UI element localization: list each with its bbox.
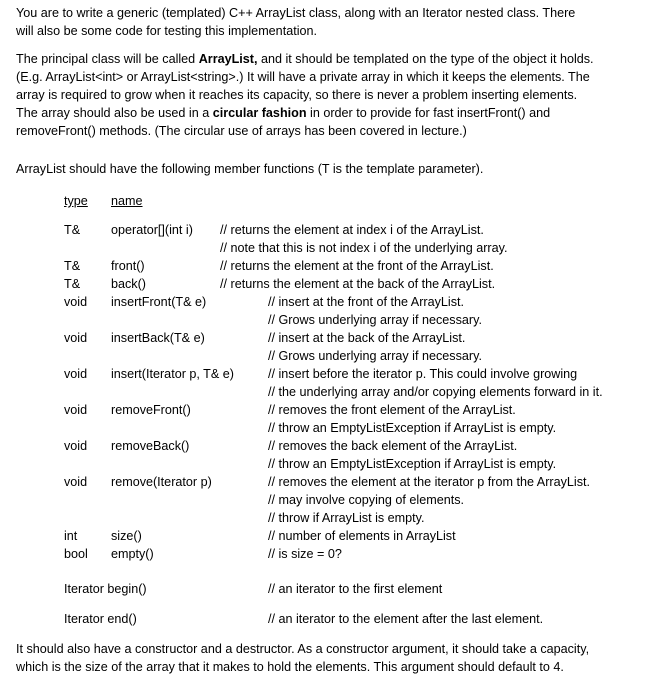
member-type: void bbox=[64, 403, 88, 417]
member-comment: // returns the element at the front of the ArrayList. bbox=[220, 259, 494, 273]
member-name: insertBack(T& e) bbox=[111, 331, 205, 345]
intro-line: You are to write a generic (templated) C++ ArrayList class, along with an Iterator nested class. There bbox=[16, 6, 576, 20]
members-intro: ArrayList should have the following member functions (T is the template parameter). bbox=[16, 162, 484, 176]
principal-line: The principal class will be called ArrayList, and it should be templated on the type of the object it holds. bbox=[16, 52, 594, 66]
member-comment: // Grows underlying array if necessary. bbox=[268, 313, 482, 327]
member-comment: // returns the element at the back of the ArrayList. bbox=[220, 277, 496, 291]
member-type: T& bbox=[64, 277, 81, 291]
intro-line: will also be some code for testing this implementation. bbox=[16, 24, 317, 38]
member-comment: // may involve copying of elements. bbox=[268, 493, 464, 507]
member-name: front() bbox=[111, 259, 145, 273]
member-type: void bbox=[64, 331, 88, 345]
member-name: insertFront(T& e) bbox=[111, 295, 207, 309]
member-comment: // note that this is not index i of the underlying array. bbox=[220, 241, 508, 255]
member-type: T& bbox=[64, 223, 81, 237]
member-comment: // insert at the back of the ArrayList. bbox=[268, 331, 466, 345]
member-name: back() bbox=[111, 277, 146, 291]
member-type: bool bbox=[64, 547, 88, 561]
iterator-comment: // an iterator to the element after the last element. bbox=[268, 612, 544, 626]
principal-line: array is required to grow when it reaches its capacity, so there is never a problem inserting elements. bbox=[16, 88, 578, 102]
member-comment: // is size = 0? bbox=[268, 547, 342, 561]
member-comment: // Grows underlying array if necessary. bbox=[268, 349, 482, 363]
principal-line: removeFront() methods. (The circular use of arrays has been covered in lecture.) bbox=[16, 124, 467, 138]
member-type: void bbox=[64, 367, 88, 381]
header-type: type bbox=[64, 194, 88, 208]
member-name: removeBack() bbox=[111, 439, 190, 453]
member-name: remove(Iterator p) bbox=[111, 475, 212, 489]
member-type: void bbox=[64, 475, 88, 489]
intro-paragraph bbox=[16, 4, 661, 40]
member-comment: // throw if ArrayList is empty. bbox=[268, 511, 425, 525]
closing-paragraph bbox=[16, 640, 661, 676]
member-name: empty() bbox=[111, 547, 154, 561]
member-comment: // removes the front element of the ArrayList. bbox=[268, 403, 516, 417]
circular-fashion-bold: circular fashion bbox=[212, 106, 307, 120]
iterator-name: Iterator end() bbox=[64, 612, 137, 626]
principal-paragraph bbox=[16, 50, 661, 140]
member-comment: // insert before the iterator p. This could involve growing bbox=[268, 367, 578, 381]
member-comment: // throw an EmptyListException if ArrayList is empty. bbox=[268, 457, 557, 471]
member-comment: // throw an EmptyListException if ArrayList is empty. bbox=[268, 421, 557, 435]
closing-line: which is the size of the array that it makes to hold the elements. This argument should default to 4. bbox=[16, 660, 564, 674]
member-name: removeFront() bbox=[111, 403, 191, 417]
member-comment: // returns the element at index i of the ArrayList. bbox=[220, 223, 484, 237]
iterator-name: Iterator begin() bbox=[64, 582, 147, 596]
member-comment: // removes the back element of the ArrayList. bbox=[268, 439, 518, 453]
member-type: T& bbox=[64, 259, 81, 273]
member-comment: // removes the element at the iterator p from the ArrayList. bbox=[268, 475, 590, 489]
closing-line: It should also have a constructor and a destructor. As a constructor argument, it should take a capacity, bbox=[16, 642, 590, 656]
principal-line: The array should also be used in a circular fashion in order to provide for fast insertFront() and bbox=[16, 106, 551, 120]
member-comment: // the underlying array and/or copying elements forward in it. bbox=[268, 385, 603, 399]
class-name-bold: ArrayList, bbox=[198, 52, 258, 66]
member-type: void bbox=[64, 439, 88, 453]
member-comment: // insert at the front of the ArrayList. bbox=[268, 295, 464, 309]
member-name: operator[](int i) bbox=[111, 223, 193, 237]
principal-line: (E.g. ArrayList<int> or ArrayList<string>.) It will have a private array in which it keeps the elements. The bbox=[16, 70, 590, 84]
iterator-comment: // an iterator to the first element bbox=[268, 582, 443, 596]
member-type: int bbox=[64, 529, 78, 543]
header-name: name bbox=[111, 194, 143, 208]
member-type: void bbox=[64, 295, 88, 309]
member-comment: // number of elements in ArrayList bbox=[268, 529, 456, 543]
member-name: size() bbox=[111, 529, 142, 543]
member-name: insert(Iterator p, T& e) bbox=[111, 367, 234, 381]
